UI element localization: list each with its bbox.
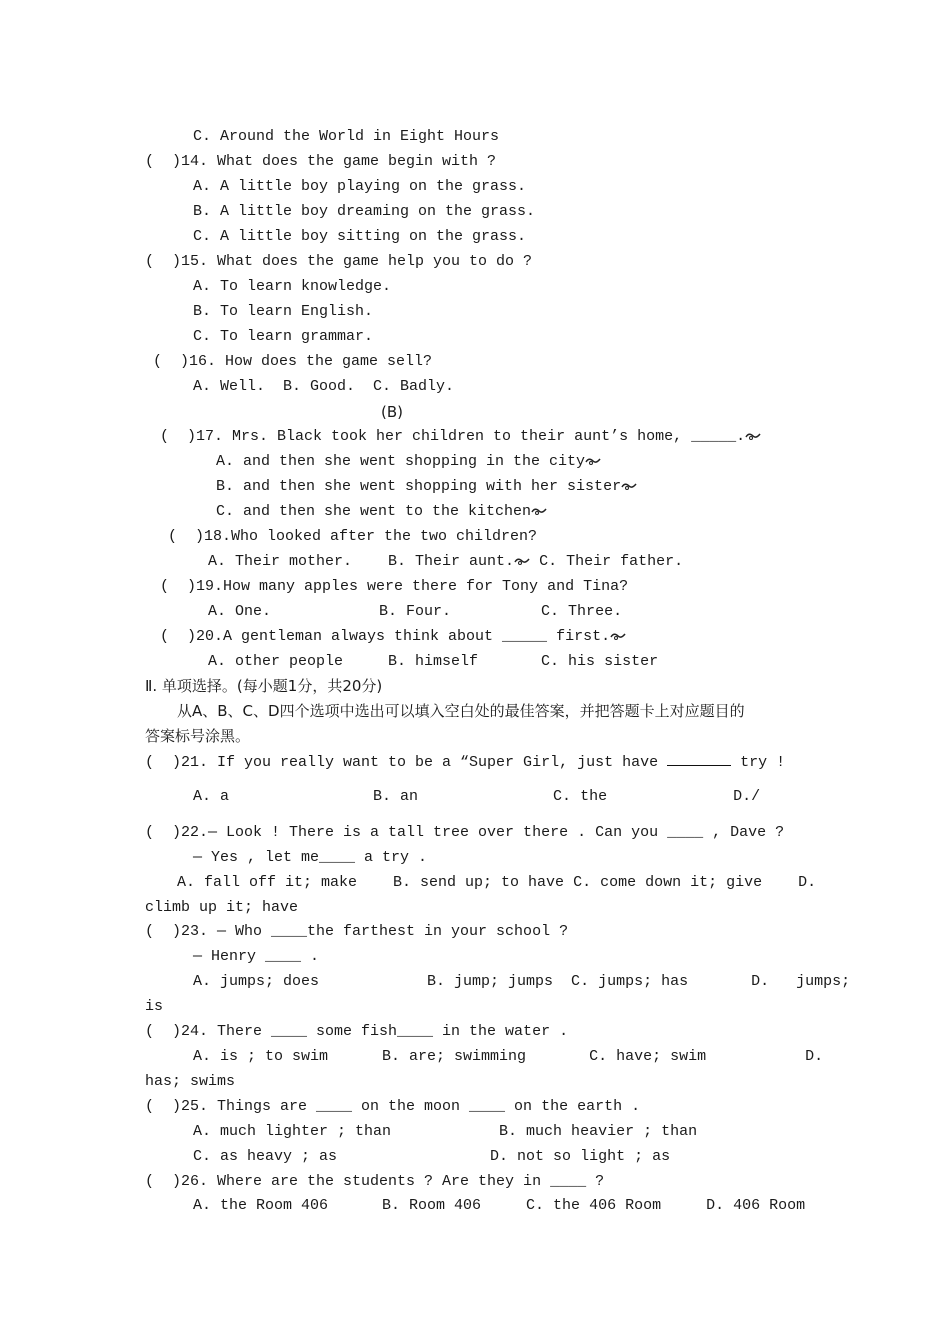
q17-option-c-line xyxy=(216,502,547,522)
q15-option-c: C. To learn grammar. xyxy=(193,328,374,345)
edit-mark-icon xyxy=(621,481,637,491)
q22-options-line-2: climb up it; have xyxy=(145,899,299,916)
q24-options-line-1: A. is ; to swim B. are; swimming C. have; swim D. xyxy=(193,1048,824,1065)
q25-options-cd: C. as heavy ; as D. not so light ; as xyxy=(193,1148,671,1165)
q14-option-b: B. A little boy dreaming on the grass. xyxy=(193,203,536,220)
q21-line xyxy=(145,751,785,773)
q17-option-a: A. and then she went shopping in the city xyxy=(216,453,586,470)
section-b-heading: (B) xyxy=(381,403,403,421)
q14-stem: ( )14. What does the game begin with ? xyxy=(145,153,497,170)
q20-options: A. other people B. himself C. his sister xyxy=(208,653,659,670)
q14-option-a: A. A little boy playing on the grass. xyxy=(193,178,527,195)
q13-option-c: C. Around the World in Eight Hours xyxy=(193,128,500,145)
q22-reply: — Yes , let me____ a try . xyxy=(193,849,428,866)
q17-option-b-line xyxy=(216,477,637,497)
q19-stem: ( )19.How many apples were there for Tony and Tina? xyxy=(160,578,629,595)
q17-line xyxy=(160,427,761,447)
edit-mark-icon xyxy=(610,631,626,641)
q23-stem: ( )23. — Who ____the farthest in your school ? xyxy=(145,923,569,940)
q18-stem: ( )18.Who looked after the two children? xyxy=(168,528,538,545)
q21-options: A. a B. an C. the D./ xyxy=(193,788,761,805)
q24-options-line-2: has; swims xyxy=(145,1073,236,1090)
q23-reply: — Henry ____ . xyxy=(193,948,320,965)
q26-stem: ( )26. Where are the students ? Are they in ____ ? xyxy=(145,1173,605,1190)
q17-option-c: C. and then she went to the kitchen xyxy=(216,503,532,520)
q15-stem: ( )15. What does the game help you to do ? xyxy=(145,253,533,270)
q23-options-line-1: A. jumps; does B. jump; jumps C. jumps; has D. jumps; xyxy=(193,973,851,990)
q17-option-b: B. and then she went shopping with her sister xyxy=(216,478,622,495)
q24-stem: ( )24. There ____ some fish____ in the water . xyxy=(145,1023,569,1040)
answer-blank xyxy=(667,751,731,766)
q26-options: A. the Room 406 B. Room 406 C. the 406 Room D. 406 Room xyxy=(193,1197,806,1214)
q20-line xyxy=(160,627,626,647)
q18-options-ab: A. Their mother. B. Their aunt. xyxy=(208,553,515,570)
q18-options-line xyxy=(208,552,683,572)
q22-options-line-1: A. fall off it; make B. send up; to have C. come down it; give D. xyxy=(177,874,817,891)
q21-stem-end: try ! xyxy=(731,754,786,771)
q22-stem: ( )22.— Look ! There is a tall tree over there . Can you ____ , Dave ? xyxy=(145,824,785,841)
edit-mark-icon xyxy=(745,431,761,441)
part-ii-instruction-1: 从A、B、C、D四个选项中选出可以填入空白处的最佳答案，并把答题卡上对应题目的 xyxy=(177,702,745,720)
edit-mark-icon xyxy=(514,556,530,566)
q17-stem: ( )17. Mrs. Black took her children to their aunt’s home, _____. xyxy=(160,428,746,445)
q18-option-c: C. Their father. xyxy=(530,553,684,570)
q23-options-line-2: is xyxy=(145,998,164,1015)
part-ii-heading: Ⅱ. 单项选择。(每小题1分，共20分) xyxy=(145,677,383,695)
q17-option-a-line xyxy=(216,452,601,472)
edit-mark-icon xyxy=(531,506,547,516)
q19-options: A. One. B. Four. C. Three. xyxy=(208,603,623,620)
q25-options-ab: A. much lighter ; than B. much heavier ; than xyxy=(193,1123,698,1140)
q25-stem: ( )25. Things are ____ on the moon ____ on the earth . xyxy=(145,1098,641,1115)
q15-option-a: A. To learn knowledge. xyxy=(193,278,392,295)
q14-option-c: C. A little boy sitting on the grass. xyxy=(193,228,527,245)
edit-mark-icon xyxy=(585,456,601,466)
q16-stem: ( )16. How does the game sell? xyxy=(153,353,433,370)
part-ii-instruction-2: 答案标号涂黑。 xyxy=(145,727,251,745)
q15-option-b: B. To learn English. xyxy=(193,303,374,320)
q16-options: A. Well. B. Good. C. Badly. xyxy=(193,378,455,395)
q21-stem-start: ( )21. If you really want to be a “Super Girl, just have xyxy=(145,754,668,771)
q20-stem: ( )20.A gentleman always think about _____ first. xyxy=(160,628,611,645)
